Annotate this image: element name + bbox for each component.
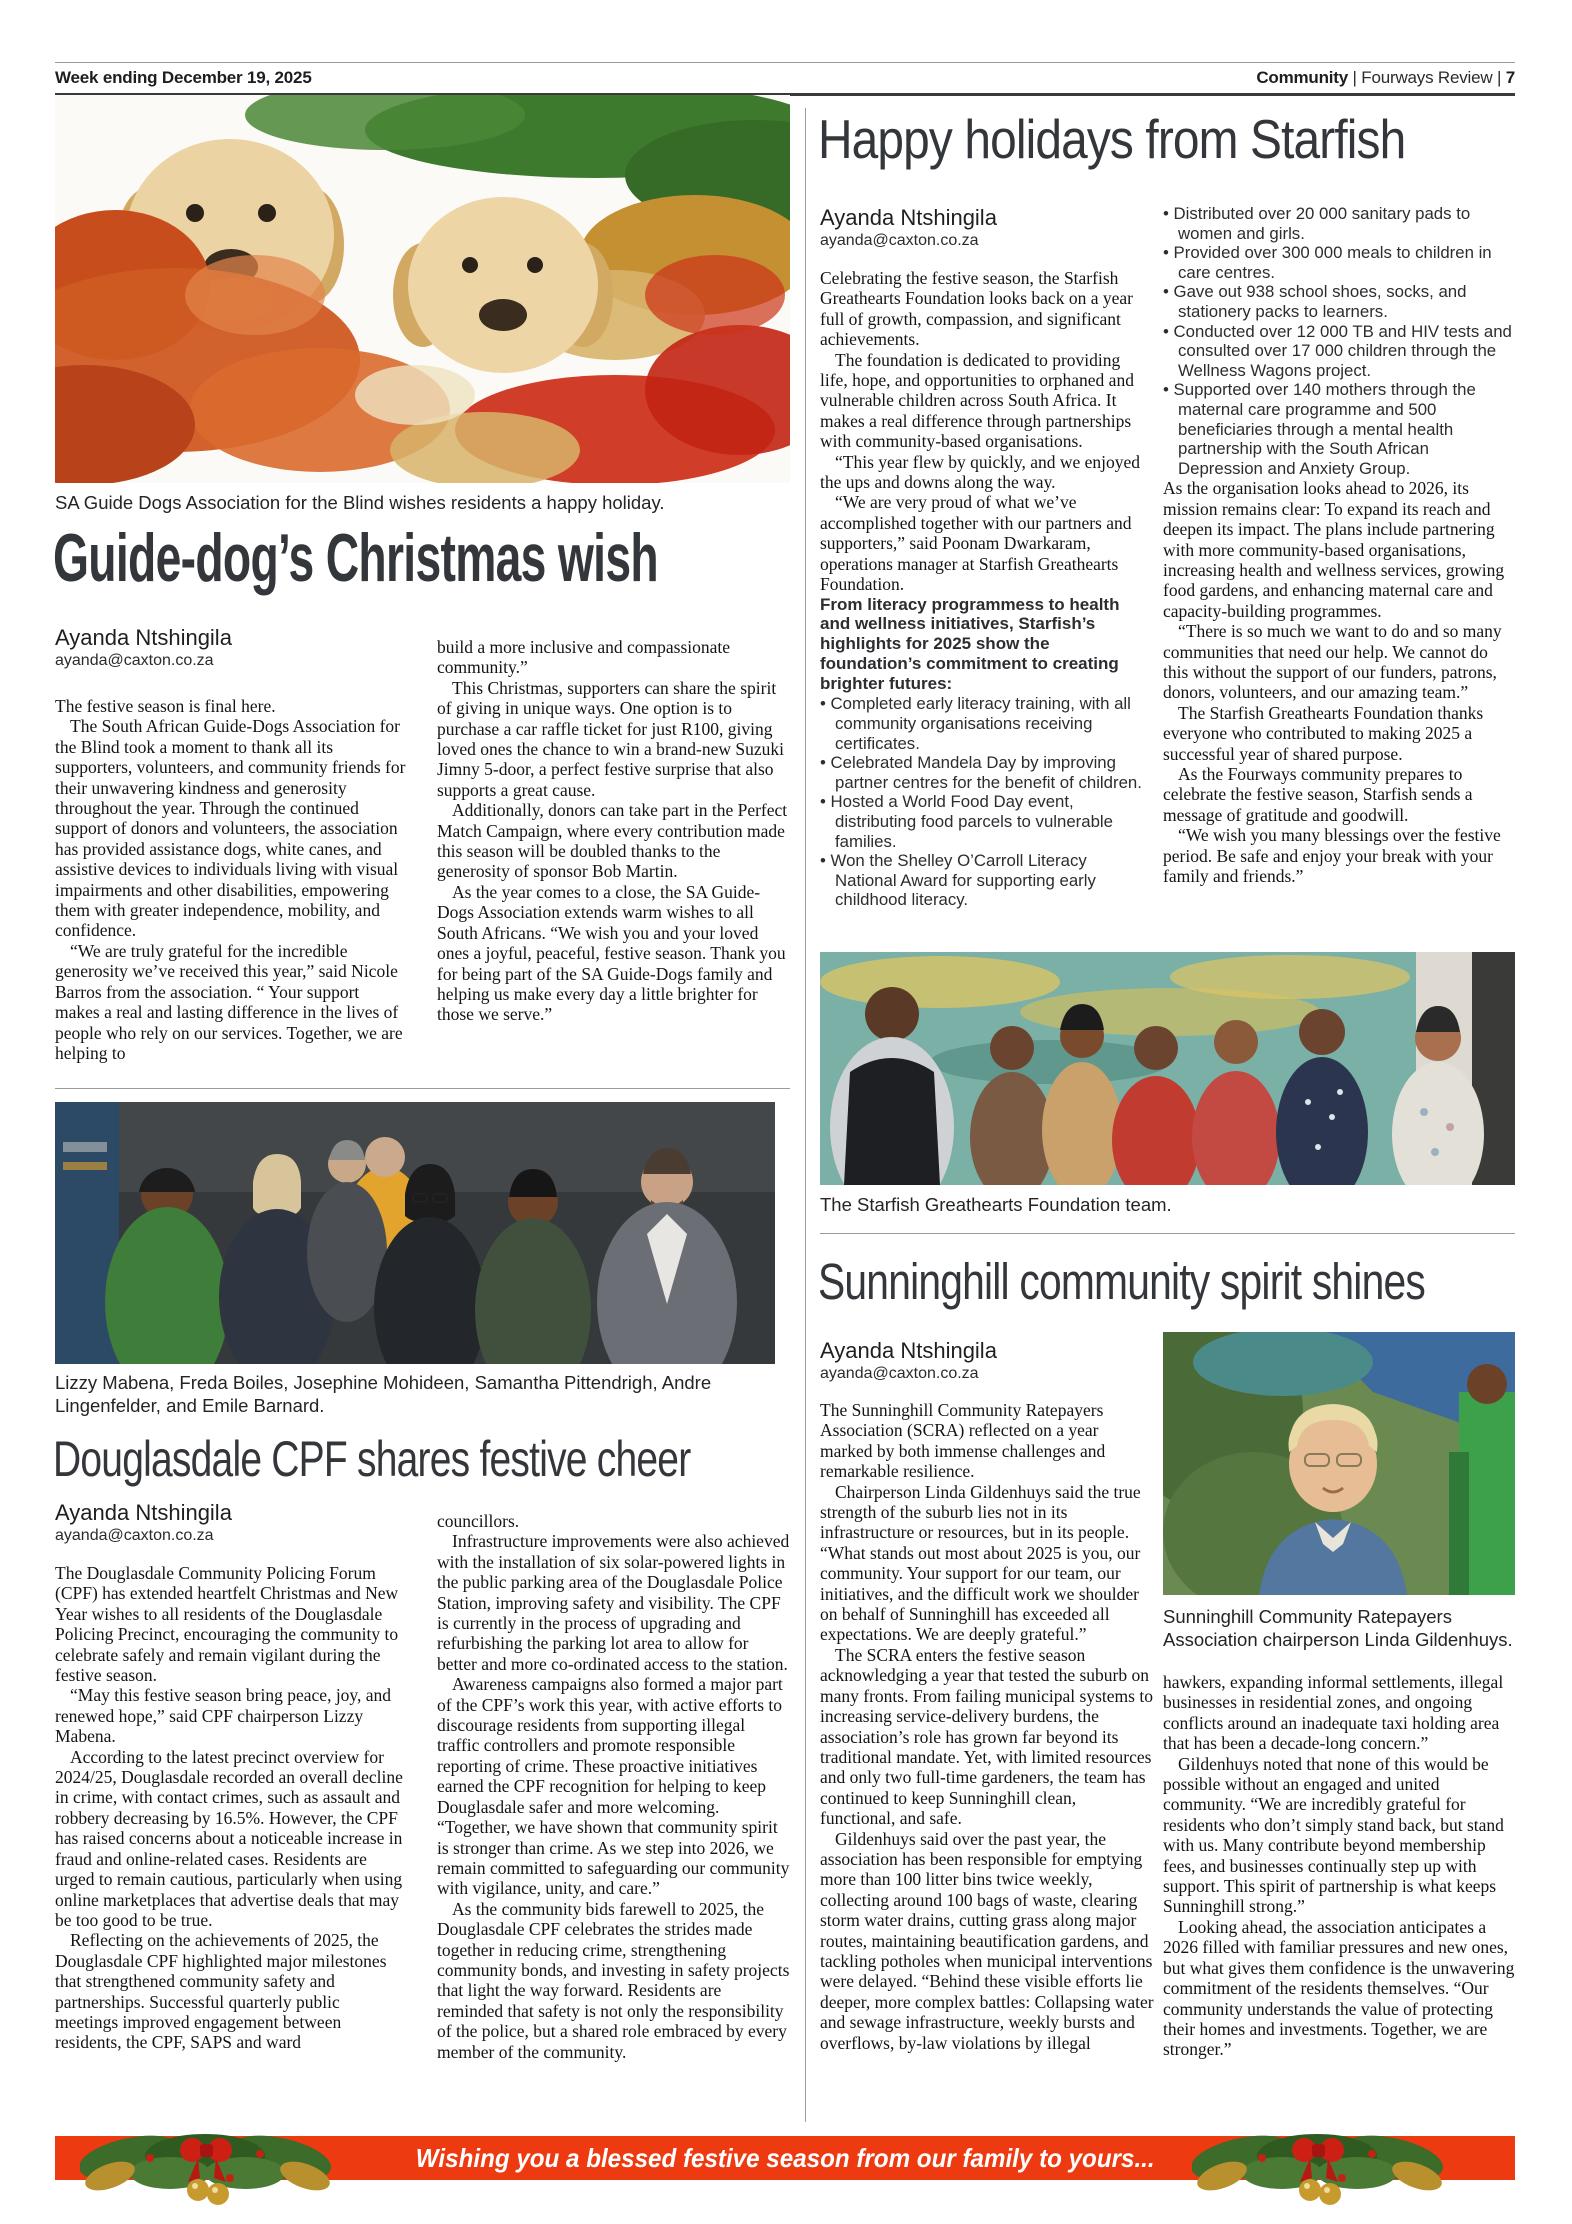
paragraph: The festive season is final here. — [55, 696, 276, 716]
header-sep2: | — [1496, 68, 1502, 87]
bullet-item: • Supported over 140 mothers through the maternal care programme and 500 beneficiaries through a mental health partnership with the South African Depression and Anxiety Group. — [1163, 380, 1515, 478]
bullet-item: • Distributed over 20 000 sanitary pads to women and girls. — [1163, 204, 1515, 243]
gildenhuys-photo — [1163, 1332, 1515, 1595]
header-right — [1256, 68, 1515, 88]
cpf-group-photo-graphic — [55, 1102, 775, 1364]
bullet-item: • Celebrated Mandela Day by improving partner centres for the benefit of children. — [820, 753, 1150, 792]
paragraph: build a more inclusive and compassionate community.” — [437, 637, 731, 678]
sunninghill-column-2 — [1163, 1672, 1515, 2060]
paragraph: Gildenhuys said over the past year, the association has been responsible for emptying more than 100 litter bins twice weekly, collecting around 100 bags of waste, clearing storm water drains, cutting grass along major routes, maintaining beautification gardens, and tackling potholes when municipal interventions were delayed. “Behind these visible efforts lie deeper, more complex battles: Collapsing water and sewage infrastructure, weekly bursts and overflows, by-law violations by illegal — [820, 1828, 1154, 2053]
guide-dog-headline: Guide-dog’s Christmas wish — [53, 520, 658, 596]
starfish-column-2 — [1163, 204, 1515, 886]
paragraph: Infrastructure improvements were also achieved with the installation of six solar-powered lights in the public parking area of the Douglasdale Police Station, improving safety and visibility. The CPF is currently in the process of upgrading and refurbishing the parking lot area to allow for better and more co-ordinated access to the station. — [437, 1531, 790, 1674]
paragraph: The South African Guide-Dogs Association for the Blind took a moment to thank all its supporters, volunteers, and community friends for their unwavering kindness and generosity throughout the year. Through the continued support of donors and volunteers, the association has provided assistance dogs, white canes, and assistive devices to individuals living with visual impairments and other disabilities, empowering them with greater independence, mobility, and confidence. — [55, 716, 406, 941]
guide-dog-column-2 — [437, 637, 790, 1025]
paragraph: “We wish you many blessings over the festive period. Be safe and enjoy your break with your family and friends.” — [1163, 825, 1501, 887]
starfish-headline: Happy holidays from Starfish — [818, 108, 1406, 170]
paragraph: The foundation is dedicated to providing life, hope, and opportunities to orphaned and vulnerable children across South Africa. It makes a real difference through partnerships with community-based organisations. — [820, 349, 1134, 452]
puppies-photo — [55, 95, 790, 483]
sunninghill-byline — [820, 1338, 997, 1384]
douglasdale-column-1 — [55, 1563, 407, 2053]
paragraph: The SCRA enters the festive season acknowledging a year that tested the suburb on many fronts. From failing municipal systems to increasing service-delivery burdens, the association’s role has grown far beyond its traditional mandate. Yet, with limited resources and only two full-time gardeners, the team has continued to keep Sunninghill clean, functional, and safe. — [820, 1644, 1153, 1829]
byline-email: ayanda@caxton.co.za — [55, 652, 214, 669]
douglasdale-column-2 — [437, 1511, 790, 2062]
paragraph: As the year comes to a close, the SA Guide-Dogs Association extends warm wishes to all South Africans. “We wish you and your loved ones a joyful, peaceful, festive season. Thank you for being part of the SA Guide-Dogs family and helping us make every day a little brighter for those we serve.” — [437, 881, 786, 1025]
right-section-divider — [820, 1233, 1515, 1234]
paragraph: Celebrating the festive season, the Starfish Greathearts Foundation looks back on a year full of growth, compassion, and significant achievements. — [820, 268, 1133, 350]
byline-email: ayanda@caxton.co.za — [55, 1527, 214, 1544]
starfish-column-1 — [820, 268, 1150, 910]
bullet-item: • Gave out 938 school shoes, socks, and stationery packs to learners. — [1163, 282, 1515, 321]
garland-right-icon — [1192, 2128, 1447, 2213]
paragraph: As the community bids farewell to 2025, the Douglasdale CPF celebrates the strides made together in reducing crime, strengthening community bonds, and investing in safety projects that light the way forward. Residents are reminded that safety is not only the responsibility of the police, but a shared role embraced by every member of the community. — [437, 1898, 790, 2062]
starfish-team-photo — [820, 952, 1515, 1185]
header-page-number: 7 — [1505, 68, 1515, 87]
page-header — [55, 62, 1515, 96]
paragraph: “This year flew by quickly, and we enjoyed the ups and downs along the way. — [820, 451, 1141, 493]
paragraph: Chairperson Linda Gildenhuys said the true strength of the suburb lies not in its infrastructure or resources, but in its people. “What stands out most about 2025 is you, our community. Your support for our team, our initiatives, and the difficult work we shoulder on behalf of Sunninghill has exceeded all expectations. We are deeply grateful.” — [820, 1481, 1141, 1645]
byline-name: Ayanda Ntshingila — [55, 625, 232, 650]
garland-left-icon — [80, 2128, 335, 2213]
paragraph: As the Fourways community prepares to celebrate the festive season, Starfish sends a message of gratitude and goodwill. — [1163, 764, 1473, 825]
starfish-bold-intro: From literacy programmess to health and wellness initiatives, Starfish’s highlights for 2025 show the foundation’s commitment to creating brighter futures: — [820, 594, 1120, 693]
byline-name: Ayanda Ntshingila — [820, 1338, 997, 1363]
puppies-photo-caption: SA Guide Dogs Association for the Blind wishes residents a happy holiday. — [55, 492, 665, 513]
paragraph: hawkers, expanding informal settlements, illegal businesses in residential zones, and ongoing conflicts around an inadequate taxi holding area that has been a decade-long concern.” — [1163, 1672, 1504, 1754]
bullet-item: • Won the Shelley O’Carroll Literacy National Award for supporting early childhood literacy. — [820, 851, 1150, 910]
guide-dog-byline — [55, 625, 232, 671]
paragraph: As the organisation looks ahead to 2026, its mission remains clear: To expand its reach and deepen its impact. The plans include partnering with more community-based organisations, increasing health and wellness services, growing food gardens, and enhancing maternal care and capacity-building programmes. — [1163, 478, 1505, 621]
starfish-column-2-paragraphs — [1163, 478, 1515, 886]
paragraph: Additionally, donors can take part in the Perfect Match Campaign, where every contribution made this season will be doubled thanks to the generosity of sponsor Bob Martin. — [437, 800, 788, 882]
gildenhuys-photo-caption: Sunninghill Community Ratepayers Association chairperson Linda Gildenhuys. — [1163, 1606, 1513, 1650]
bullet-item: • Hosted a World Food Day event, distributing food parcels to vulnerable families. — [820, 792, 1150, 851]
douglasdale-headline: Douglasdale CPF shares festive cheer — [53, 1431, 691, 1487]
byline-name: Ayanda Ntshingila — [820, 205, 997, 230]
cpf-photo-caption: Lizzy Mabena, Freda Boiles, Josephine Mohideen, Samantha Pittendrigh, Andre Lingenfelder, and Emile Barnard. — [55, 1372, 712, 1416]
bullet-item: • Completed early literacy training, with all community organisations receiving certificates. — [820, 694, 1150, 753]
header-date: Week ending December 19, 2025 — [55, 68, 312, 87]
byline-name: Ayanda Ntshingila — [55, 1500, 232, 1525]
header-sep1: | — [1352, 68, 1357, 87]
starfish-column-1-paragraphs — [820, 268, 1150, 595]
festive-banner-text: Wishing you a blessed festive season from our family to yours... — [415, 2142, 1155, 2173]
puppies-photo-graphic — [55, 95, 790, 483]
paragraph: “We are very proud of what we’ve accomplished together with our partners and supporters,” said Poonam Dwarkaram, operations manager at Starfish Greathearts Foundation. — [820, 492, 1132, 595]
header-section: Community — [1256, 68, 1349, 87]
guide-dog-column-1 — [55, 696, 407, 1063]
paragraph: The Douglasdale Community Policing Forum (CPF) has extended heartfelt Christmas and New Year wishes to all residents of the Douglasdale Policing Precinct, encouraging the community to celebrate safely and remain vigilant during the festive season. — [55, 1563, 399, 1686]
starfish-team-photo-graphic — [820, 952, 1515, 1185]
paragraph: According to the latest precinct overview for 2024/25, Douglasdale recorded an overall decline in crime, with contact crimes, such as assault and robbery decreasing by 16.5%. However, the CPF has raised concerns about a noticeable increase in fraud and online-related cases. Residents are urged to remain cautious, particularly when using online marketplaces that advertise deals that may be too good to be true. — [55, 1746, 403, 1930]
bullet-item: • Conducted over 12 000 TB and HIV tests and consulted over 17 000 children through the Wellness Wagons project. — [1163, 322, 1515, 381]
paragraph: Looking ahead, the association anticipates a 2026 filled with familiar pressures and new ones, but what gives them confidence is the unwavering commitment of the residents themselves. “Our community understands the value of protecting their homes and investments. Together, we are stronger.” — [1163, 1916, 1515, 2060]
header-publication: Fourways Review — [1361, 68, 1493, 87]
paragraph: Gildenhuys noted that none of this would be possible without an engaged and united community. “We are incredibly grateful for residents who don’t simply stand back, but stand with us. Many contribute beyond membership fees, and businesses continually step up with support. This spirit of partnership is what keeps Sunninghill strong.” — [1163, 1753, 1504, 1917]
bullet-item: • Provided over 300 000 meals to children in care centres. — [1163, 243, 1515, 282]
paragraph: The Starfish Greathearts Foundation thanks everyone who contributed to making 2025 a successful year of shared purpose. — [1163, 702, 1484, 764]
paragraph: This Christmas, supporters can share the spirit of giving in unique ways. One option is to purchase a car raffle ticket for just R100, giving loved ones the chance to win a brand-new Suzuki Jimny 5-door, a perfect festive surprise that also supports a great cause. — [437, 677, 784, 800]
paragraph: “We are truly grateful for the incredible generosity we’ve received this year,” said Nicole Barros from the association. “ Your support makes a real and lasting difference in the lives of people who rely on our services. Together, we are helping to — [55, 940, 403, 1063]
left-section-divider — [55, 1088, 790, 1089]
paragraph: Awareness campaigns also formed a major part of the CPF’s work this year, with active efforts to discourage residents from supporting illegal traffic controllers and promote responsible reporting of crime. These proactive initiatives earned the CPF recognition for helping to keep Douglasdale safer and more welcoming. “Together, we have shown that community spirit is stronger than crime. As we step into 2026, we remain committed to safeguarding our community with vigilance, unity, and care.” — [437, 1674, 790, 1899]
sunninghill-column-1 — [820, 1400, 1154, 2053]
center-column-rule — [805, 108, 806, 2122]
paragraph: “There is so much we want to do and so many communities that need our help. We cannot do this without the support of our funders, patrons, donors, volunteers, and our amazing team.” — [1163, 621, 1502, 703]
starfish-column-2-bullets — [1163, 204, 1515, 478]
starfish-column-1-bullets — [820, 694, 1150, 910]
cpf-group-photo — [55, 1102, 775, 1364]
douglasdale-byline — [55, 1500, 232, 1546]
gildenhuys-photo-graphic — [1163, 1332, 1515, 1595]
sunninghill-headline: Sunninghill community spirit shines — [818, 1253, 1425, 1310]
paragraph: “May this festive season bring peace, joy, and renewed hope,” said CPF chairperson Lizzy Mabena. — [55, 1685, 392, 1747]
paragraph: councillors. — [437, 1511, 520, 1531]
starfish-byline — [820, 205, 997, 251]
starfish-photo-caption: The Starfish Greathearts Foundation team. — [820, 1194, 1172, 1215]
paragraph: Reflecting on the achievements of 2025, the Douglasdale CPF highlighted major milestones that strengthened community safety and partnerships. Successful quarterly public meetings improved engagement between residents, the CPF, SAPS and ward — [55, 1930, 387, 2053]
byline-email: ayanda@caxton.co.za — [820, 232, 979, 249]
paragraph: The Sunninghill Community Ratepayers Association (SCRA) reflected on a year marked by both immense challenges and remarkable resilience. — [820, 1400, 1106, 1482]
byline-email: ayanda@caxton.co.za — [820, 1365, 979, 1382]
